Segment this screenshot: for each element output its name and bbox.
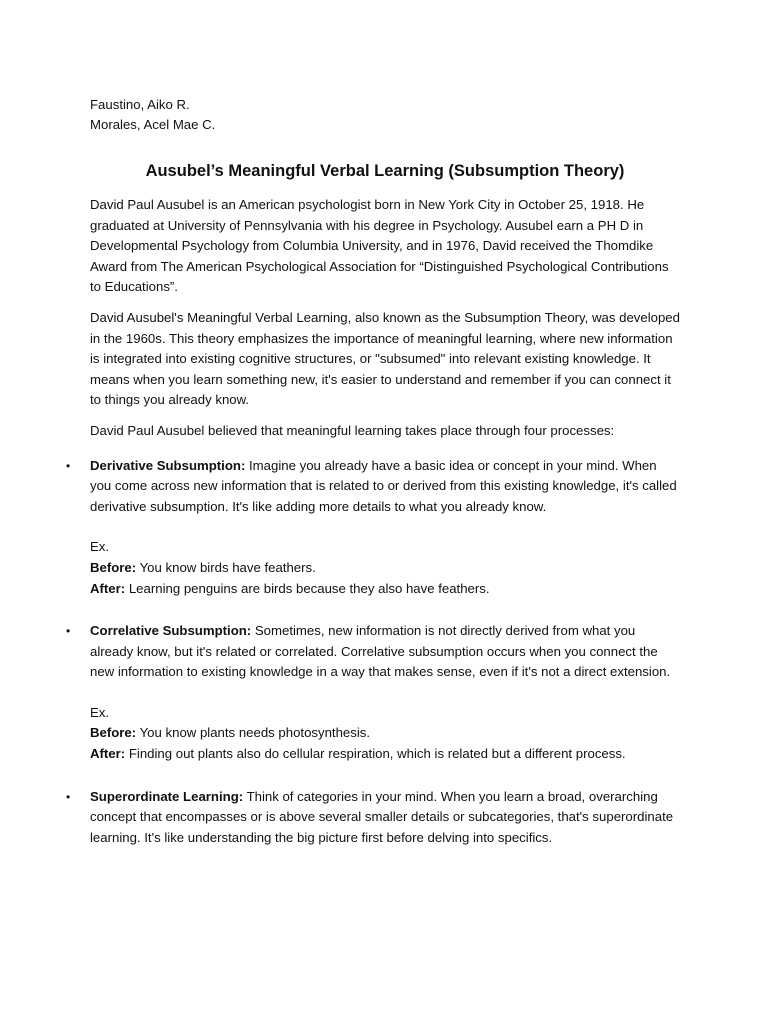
example-after bbox=[90, 579, 680, 600]
list-item-superordinate-learning bbox=[66, 787, 680, 849]
example-after bbox=[90, 744, 680, 765]
process-text: Think of categories in your mind. When you learn a broad, overarching concept that encompasses or is above several smaller details or subcategories, that's superordinate learning. It's like understanding the big picture first before delving into specifics. bbox=[90, 788, 674, 845]
document-title: Ausubel’s Meaningful Verbal Learning (Subsumption Theory) bbox=[145, 162, 625, 180]
example-label: Ex. bbox=[90, 704, 110, 720]
example-label: Ex. bbox=[90, 539, 110, 555]
after-label: After: bbox=[90, 746, 126, 762]
before-text: You know plants needs photosynthesis. bbox=[136, 725, 371, 741]
process-description bbox=[90, 456, 680, 518]
after-text: Finding out plants also do cellular respiration, which is related but a different process. bbox=[125, 746, 626, 762]
processes-intro: David Paul Ausubel believed that meaningful learning takes place through four processes: bbox=[90, 422, 615, 438]
example-before bbox=[90, 723, 680, 744]
list-item-correlative-subsumption bbox=[66, 621, 680, 765]
bullet-icon: • bbox=[66, 789, 71, 804]
theory-paragraph: David Ausubel's Meaningful Verbal Learning, also known as the Subsumption Theory, was developed in the 1960s. This theory emphasizes the importance of meaningful learning, where new information is integrated into existing cognitive structures, or "subsumed" into relevant existing knowledge. It means when you learn something new, it's easier to understand and remember if you can connect it to things you already know. bbox=[90, 309, 680, 408]
bullet-icon: • bbox=[66, 624, 71, 639]
process-description bbox=[90, 621, 680, 683]
before-label: Before: bbox=[90, 559, 137, 575]
process-text: Sometimes, new information is not directly derived from what you already know, but it's related or correlated. Correlative subsumption occurs when you connect the new information to existing knowledge in a way that makes sense, even if it's not a direct extension. bbox=[90, 623, 671, 680]
process-term: Derivative Subsumption: bbox=[90, 457, 246, 473]
process-term: Correlative Subsumption: bbox=[90, 623, 252, 639]
before-text: You know birds have feathers. bbox=[136, 559, 316, 575]
bullet-icon: • bbox=[66, 458, 71, 473]
example-block bbox=[90, 703, 680, 765]
process-term: Superordinate Learning: bbox=[90, 788, 244, 804]
list-item-derivative-subsumption bbox=[66, 456, 680, 600]
process-text: Imagine you already have a basic idea or concept in your mind. When you come across new information that is related to or derived from this existing knowledge, it's called derivative subsumption. It's like adding more details to what you already know. bbox=[90, 457, 677, 514]
author-name: Morales, Acel Mae C. bbox=[90, 116, 216, 132]
before-label: Before: bbox=[90, 725, 137, 741]
example-block bbox=[90, 537, 680, 599]
after-label: After: bbox=[90, 580, 126, 596]
author-list bbox=[90, 95, 680, 134]
author-name: Faustino, Aiko R. bbox=[90, 97, 190, 112]
after-text: Learning penguins are birds because they also have feathers. bbox=[125, 580, 490, 596]
example-before bbox=[90, 558, 680, 579]
biography-paragraph: David Paul Ausubel is an American psychologist born in New York City in October 25, 1918. He graduated at University of Pennsylvania with his degree in Psychology. Ausubel earn a PH D in Developmental Psychology from Columbia University, and in 1976, David received the Thomdike Award from The American Psychological Association for “Distinguished Psychological Contributions to Educations”. bbox=[90, 197, 669, 295]
process-list bbox=[66, 456, 680, 849]
process-description bbox=[90, 787, 680, 849]
